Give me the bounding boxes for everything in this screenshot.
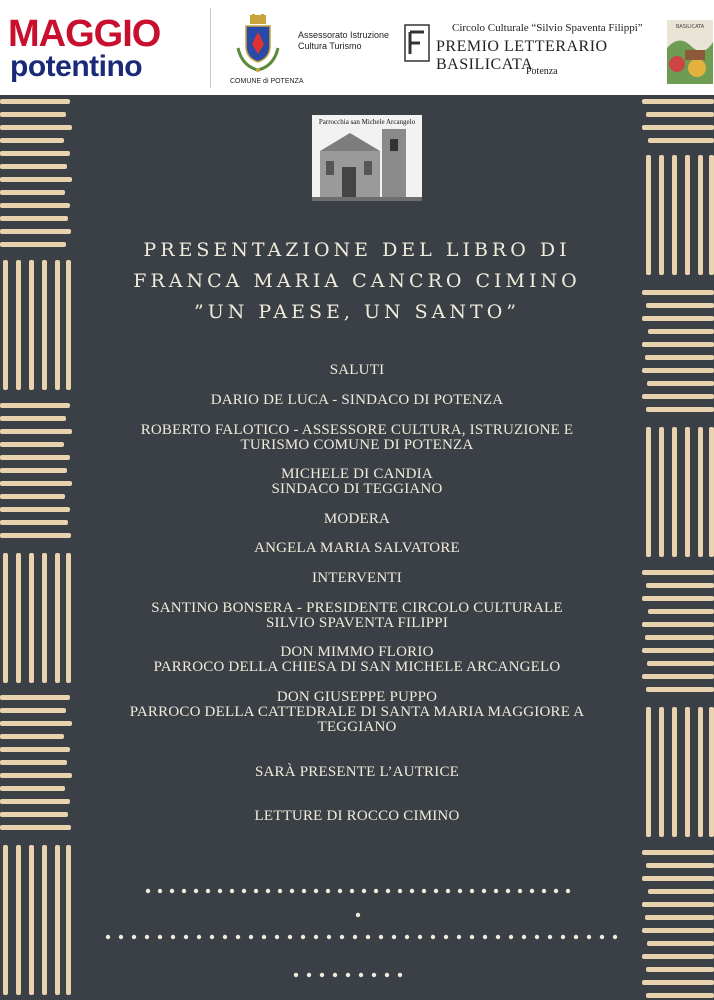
comune-name: COMUNE di POTENZA <box>230 78 304 85</box>
city-crest-icon <box>234 14 282 74</box>
autrice-presente: SARÀ PRESENTE L’AUTRICE <box>254 764 460 780</box>
circolo-logo <box>402 18 662 84</box>
parish-caption: Parrocchia san Michele Arcangelo <box>318 118 416 126</box>
letture-line: LETTURE DI ROCCO CIMINO <box>254 808 460 824</box>
premio-letterario-name: PREMIO LETTERARIO BASILICATA <box>436 38 608 73</box>
header-bar <box>0 0 714 95</box>
book-cover-title: BASILICATA <box>675 24 705 30</box>
assessorato-label: Assessorato Istruzione Cultura Turismo <box>298 30 390 51</box>
title-line-1: PRESENTAZIONE DEL LIBRO DI <box>143 239 571 261</box>
interventi-heading: INTERVENTI <box>312 570 402 586</box>
title-line-2: FRANCA MARIA CANCRO CIMINO <box>133 270 581 292</box>
speaker-parroco-cattedrale: DON GIUSEPPE PUPPO PARROCO DELLA CATTEDRALE DI SANTA MARIA MAGGIORE A TEGGIANO <box>129 689 585 735</box>
comune-logo <box>224 8 394 88</box>
left-pattern-border <box>0 95 74 1000</box>
speaker-parroco-san-michele: DON MIMMO FLORIO PARROCO DELLA CHIESA DI SAN MICHELE ARCANGELO <box>153 644 561 675</box>
speaker-presidente-circolo: SANTINO BONSERA - PRESIDENTE CIRCOLO CULTURALE SILVIO SPAVENTA FILIPPI <box>151 600 563 631</box>
moderator-name: ANGELA MARIA SALVATORE <box>254 540 460 556</box>
speaker-sindaco-potenza: DARIO DE LUCA - SINDACO DI POTENZA <box>210 392 504 408</box>
header-divider <box>210 8 211 88</box>
circolo-emblem-icon <box>404 24 430 62</box>
speaker-assessore: ROBERTO FALOTICO - ASSESSORE CULTURA, ISTRUZIONE E TURISMO COMUNE DI POTENZA <box>140 422 574 453</box>
event-title <box>74 235 640 328</box>
maggio-potentino-logo <box>8 14 198 84</box>
speaker-sindaco-teggiano: MICHELE DI CANDIA SINDACO DI TEGGIANO <box>271 466 443 497</box>
premio-city: Potenza <box>526 66 558 77</box>
placeholder-dots-decoration <box>74 875 640 995</box>
book-cover-image <box>667 20 713 84</box>
modera-heading: MODERA <box>323 511 391 527</box>
maggio-wordmark: MAGGIO <box>8 13 161 55</box>
parish-church-image <box>312 115 422 201</box>
poster-content <box>74 95 640 1000</box>
title-line-3: ”UN PAESE, UN SANTO” <box>194 301 520 323</box>
right-pattern-border <box>640 95 714 1000</box>
circolo-name: Circolo Culturale “Silvio Spaventa Filippi” <box>452 22 643 34</box>
saluti-heading: SALUTI <box>329 362 385 378</box>
potentino-wordmark: potentino <box>10 50 143 83</box>
